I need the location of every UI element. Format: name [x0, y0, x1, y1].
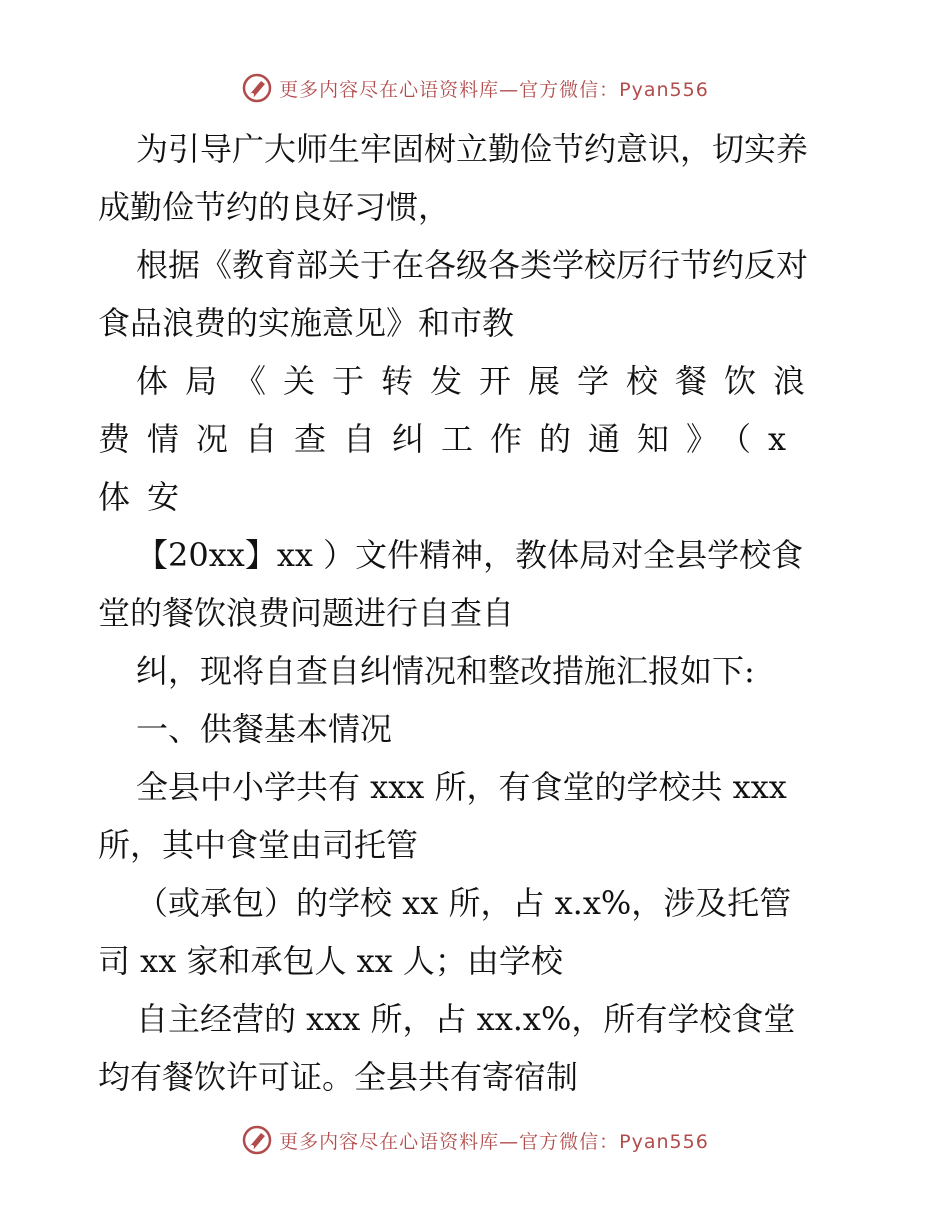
paragraph-line: 成勤俭节约的良好习惯，: [98, 188, 451, 226]
watermark-text: 更多内容尽在心语资料库—官方微信：Pyan556: [279, 1130, 709, 1153]
paragraph-line: 自主经营的 xxx 所，占 xx.x%，所有学校食堂: [136, 1000, 796, 1038]
paragraph-line: 所，其中食堂由司托管: [98, 826, 419, 864]
watermark-header: [0, 72, 950, 104]
paragraph-line: 根据《教育部关于在各级各类学校厉行节约反对: [136, 246, 809, 284]
paragraph-line: 堂的餐饮浪费问题进行自查自: [98, 594, 515, 632]
pen-logo-icon: [241, 72, 273, 104]
paragraph-line: （或承包）的学校 xx 所，占 x.x%，涉及托管: [136, 884, 792, 922]
paragraph-line: 司 xx 家和承包人 xx 人；由学校: [98, 942, 563, 980]
pen-logo-icon: [241, 1124, 273, 1156]
section-heading: 一、供餐基本情况: [136, 710, 393, 748]
paragraph-line: 为引导广大师生牢固树立勤俭节约意识，切实养: [136, 130, 809, 168]
watermark-text: 更多内容尽在心语资料库—官方微信：Pyan556: [279, 78, 709, 101]
paragraph-line: 全县中小学共有 xxx 所，有食堂的学校共 xxx: [136, 768, 787, 806]
paragraph-line: 均有餐饮许可证。全县共有寄宿制: [98, 1058, 579, 1096]
paragraph-line: 体局《关于转发开展学校餐饮浪: [136, 362, 823, 400]
paragraph-line: 费情况自查自纠工作的通知》（x: [98, 420, 804, 458]
document-body: [98, 120, 838, 1106]
paragraph-line: 食品浪费的实施意见》和市教: [98, 304, 515, 342]
paragraph-line: 纠，现将自查自纠情况和整改措施汇报如下:: [136, 652, 755, 690]
paragraph-line: 【20xx】xx ）文件精神，教体局对全县学校食: [136, 536, 804, 574]
watermark-footer: [0, 1124, 950, 1156]
paragraph-line: 体安: [98, 478, 197, 516]
